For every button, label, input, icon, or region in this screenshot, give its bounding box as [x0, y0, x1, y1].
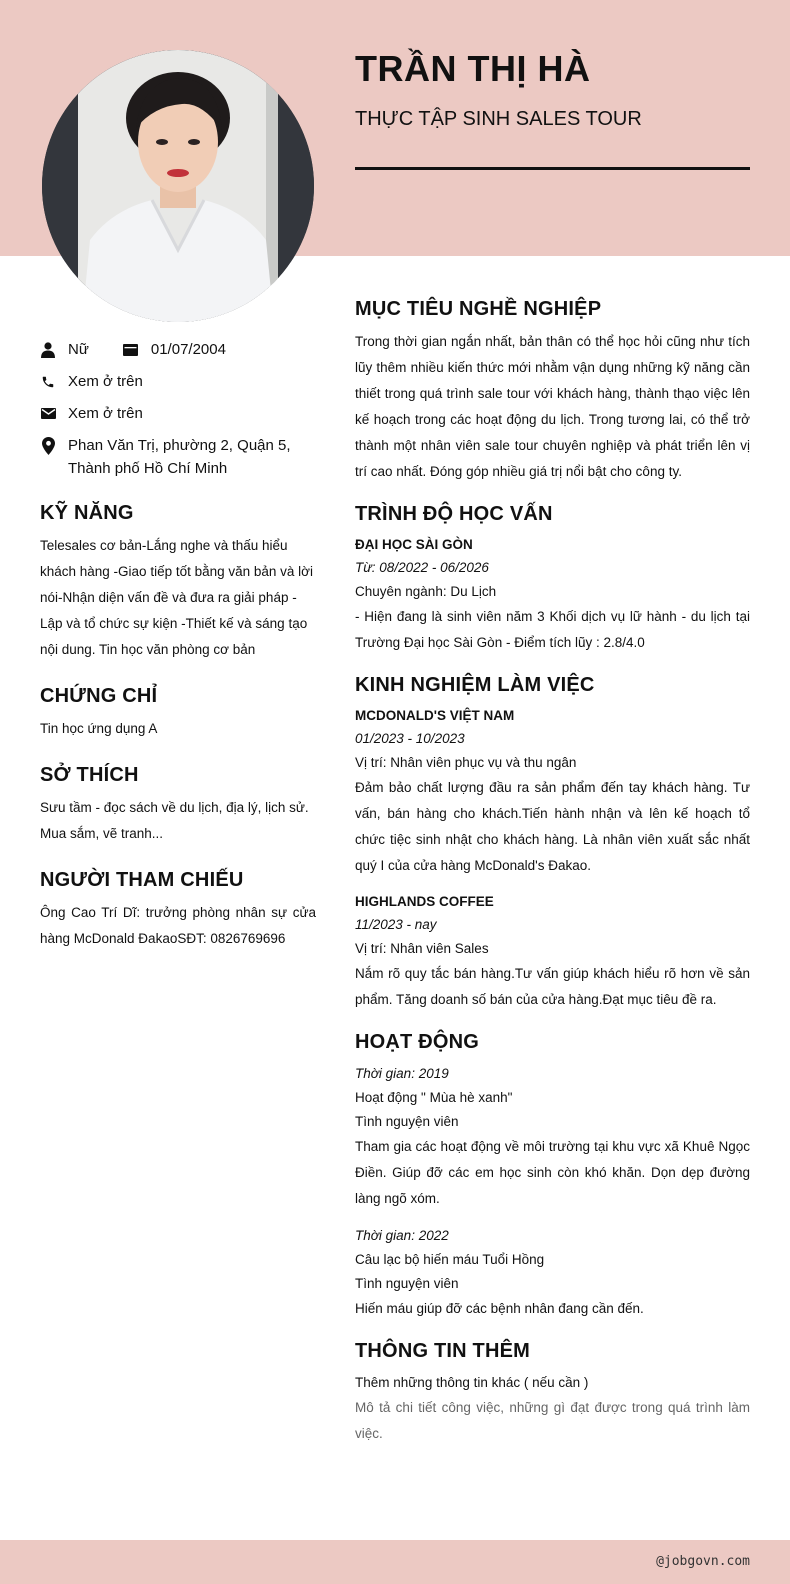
- hobbies-heading: SỞ THÍCH: [40, 764, 139, 786]
- activity-description: Hiến máu giúp đỡ các bệnh nhân đang cần đến.: [355, 1301, 644, 1316]
- right-column: [355, 298, 750, 1465]
- education-detail: - Hiện đang là sinh viên năm 3 Khối dịch vụ lữ hành - du lịch tại Trường Đại học Sài Gòn - Điểm tích lũy : 2.8/4.0: [355, 609, 750, 650]
- activity-item: [355, 1224, 750, 1322]
- title-divider: [355, 167, 750, 170]
- email-value: Xem ở trên: [68, 405, 143, 422]
- experience-period: 01/2023 - 10/2023: [355, 731, 465, 746]
- company-name: MCDONALD'S VIỆT NAM: [355, 708, 515, 723]
- gender-birthday-row: [40, 338, 316, 361]
- location-pin-icon: [40, 434, 56, 457]
- activity-time: Thời gian: 2022: [355, 1228, 449, 1243]
- skills-heading: KỸ NĂNG: [40, 502, 134, 524]
- profile-photo: [42, 50, 314, 322]
- experience-description: Nắm rõ quy tắc bán hàng.Tư vấn giúp khách hiểu rõ hơn về sản phẩm. Tăng doanh số bán của cửa hàng.Đạt mục tiêu đề ra.: [355, 966, 750, 1007]
- address-row: [40, 434, 316, 480]
- footer-brand: @jobgovn.com: [656, 1554, 750, 1569]
- left-column: [40, 338, 316, 952]
- activity-name: Câu lạc bộ hiến máu Tuổi Hồng: [355, 1252, 545, 1267]
- activity-role: Tình nguyện viên: [355, 1114, 459, 1129]
- address-value: Phan Văn Trị, phường 2, Quận 5, Thành phố Hồ Chí Minh: [68, 437, 291, 477]
- activities-section: [355, 1031, 750, 1322]
- activity-time: Thời gian: 2019: [355, 1066, 449, 1081]
- experience-item: [355, 705, 750, 879]
- objective-section: [355, 298, 750, 485]
- objective-text: Trong thời gian ngắn nhất, bản thân có thể học hỏi cũng như tích lũy thêm nhiều kiến thức mới nhằm vận dụng những kỹ năng cần thiết trong quá trình sale tour với khách hàng, thành thạo việc lên kế hoạch trong các hoạt động du lịch. Trong tương lai, có thể trở thành một nhân viên sale tour chuyên nghiệp và phát triển lên vị trí cao nhất. Đóng góp nhiều giá trị nổi bật cho công ty.: [355, 334, 750, 479]
- company-name: HIGHLANDS COFFEE: [355, 894, 494, 909]
- education-period: Từ: 08/2022 - 06/2026: [355, 560, 489, 575]
- activities-heading: HOẠT ĐỘNG: [355, 1031, 480, 1053]
- phone-value: Xem ở trên: [68, 373, 143, 390]
- activity-item: [355, 1062, 750, 1212]
- references-text: Ông Cao Trí Dĩ: trưởng phòng nhân sự cửa hàng McDonald ĐakaoSĐT: 0826769696: [40, 905, 316, 946]
- additional-line: Thêm những thông tin khác ( nếu cần ): [355, 1375, 589, 1390]
- hobbies-text: Sưu tầm - đọc sách về du lịch, địa lý, lịch sử. Mua sắm, vẽ tranh...: [40, 800, 309, 841]
- gender-field: [40, 338, 89, 361]
- calendar-icon: [123, 338, 139, 361]
- certificates-text: Tin học ứng dụng A: [40, 721, 158, 736]
- person-icon: [40, 338, 56, 361]
- email-row: [40, 402, 316, 425]
- experience-description: Đảm bảo chất lượng đầu ra sản phẩm đến tay khách hàng. Tư vấn, bán hàng cho khách.Tiến hành nhận và lên kế hoạch tổ chức tiệc sinh nhật cho khách hàng. Là nhân viên xuất sắc nhất quý I của cửa hàng McDonald's Đakao.: [355, 780, 750, 873]
- birthday-field: [123, 338, 226, 361]
- portrait-illustration: [42, 50, 314, 322]
- candidate-name: TRẦN THỊ HÀ: [355, 48, 591, 89]
- experience-position: Vị trí: Nhân viên phục vụ và thu ngân: [355, 755, 577, 770]
- experience-heading: KINH NGHIỆM LÀM VIỆC: [355, 674, 595, 696]
- experience-period: 11/2023 - nay: [355, 917, 437, 932]
- phone-icon: [40, 370, 56, 393]
- mail-icon: [40, 402, 56, 425]
- certificates-heading: CHỨNG CHỈ: [40, 685, 158, 707]
- education-major: Chuyên ngành: Du Lịch: [355, 584, 497, 599]
- objective-heading: MỤC TIÊU NGHỀ NGHIỆP: [355, 298, 602, 320]
- activity-description: Tham gia các hoạt động về môi trường tại khu vực xã Khuê Ngọc Điền. Giúp đỡ các em học sinh còn khó khăn. Dọn dẹp đường làng ngõ xóm.: [355, 1139, 750, 1206]
- phone-row: [40, 370, 316, 393]
- school-name: ĐẠI HỌC SÀI GÒN: [355, 537, 473, 552]
- additional-heading: THÔNG TIN THÊM: [355, 1340, 531, 1362]
- job-title: THỰC TẬP SINH SALES TOUR: [355, 108, 642, 130]
- activity-name: Hoạt động " Mùa hè xanh": [355, 1090, 513, 1105]
- additional-section: [355, 1340, 750, 1447]
- education-section: [355, 503, 750, 656]
- experience-position: Vị trí: Nhân viên Sales: [355, 941, 489, 956]
- additional-description: Mô tả chi tiết công việc, những gì đạt được trong quá trình làm việc.: [355, 1400, 750, 1441]
- education-heading: TRÌNH ĐỘ HỌC VẤN: [355, 503, 553, 525]
- activity-role: Tình nguyện viên: [355, 1276, 459, 1291]
- gender-value: Nữ: [68, 341, 89, 358]
- skills-text: Telesales cơ bản-Lắng nghe và thấu hiểu khách hàng -Giao tiếp tốt bằng văn bản và lời nói-Nhận diện vấn đề và đưa ra giải pháp -Lập và tổ chức sự kiện -Thiết kế và sáng tạo nội dung. Tin học văn phòng cơ bản: [40, 538, 314, 657]
- experience-section: [355, 674, 750, 1013]
- references-heading: NGƯỜI THAM CHIẾU: [40, 869, 244, 891]
- experience-item: [355, 891, 750, 1013]
- birthday-value: 01/07/2004: [150, 341, 226, 358]
